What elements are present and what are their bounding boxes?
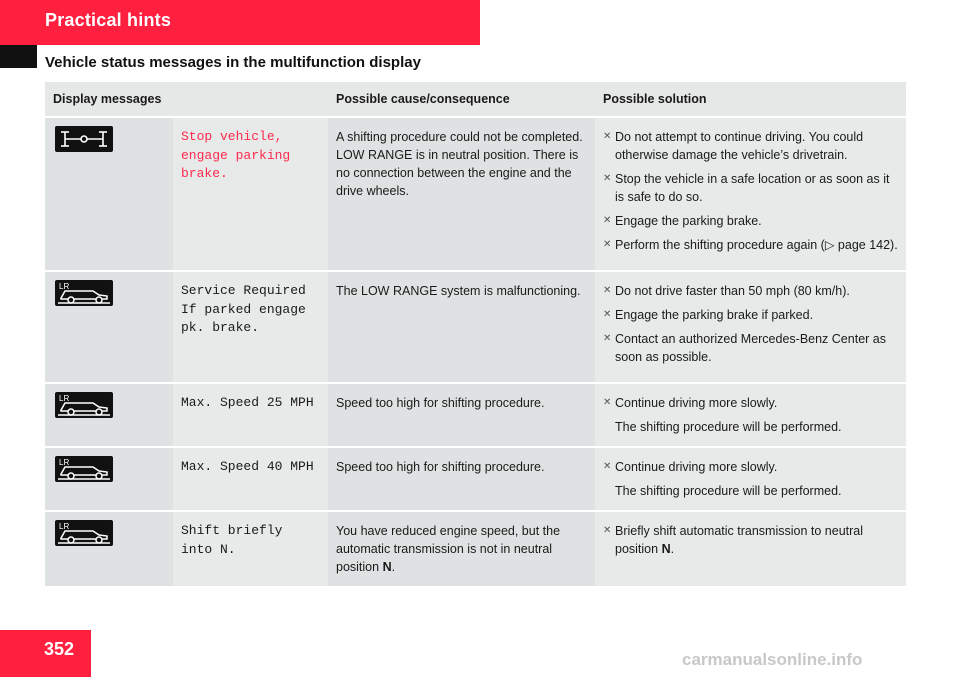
svg-text:LR: LR bbox=[59, 522, 70, 531]
possible-solution bbox=[595, 118, 906, 272]
solution-text: Do not drive faster than 50 mph (80 km/h). bbox=[615, 284, 850, 298]
step-arrow-icon: ✕ bbox=[603, 173, 612, 184]
solution-list bbox=[603, 522, 898, 558]
solution-list bbox=[603, 128, 898, 254]
solution-item bbox=[603, 458, 898, 476]
step-arrow-icon: ✕ bbox=[603, 239, 612, 250]
header-possible-solution: Possible solution bbox=[595, 82, 906, 118]
display-icon-cell bbox=[45, 272, 173, 384]
low-range-vehicle-icon bbox=[55, 520, 113, 546]
low-range-vehicle-icon bbox=[55, 392, 113, 418]
possible-solution bbox=[595, 448, 906, 512]
table-header-row bbox=[45, 82, 906, 118]
solution-list bbox=[603, 282, 898, 366]
display-message: Shift briefly into N. bbox=[173, 512, 328, 588]
solution-list bbox=[603, 394, 898, 412]
solution-text: Stop the vehicle in a safe location or as soon as it is safe to do so. bbox=[615, 172, 890, 204]
solution-item bbox=[603, 128, 898, 164]
solution-note: The shifting procedure will be performed. bbox=[615, 420, 842, 434]
status-messages-table bbox=[45, 82, 906, 588]
step-arrow-icon: ✕ bbox=[603, 131, 612, 142]
solution-text: Continue driving more slowly. bbox=[615, 460, 778, 474]
display-message: Service Required If parked engage pk. brake. bbox=[173, 272, 328, 384]
solution-text: Engage the parking brake. bbox=[615, 214, 762, 228]
step-arrow-icon: ✕ bbox=[603, 461, 612, 472]
step-arrow-icon: ✕ bbox=[603, 285, 612, 296]
solution-item bbox=[603, 306, 898, 324]
solution-list bbox=[603, 458, 898, 476]
solution-text: Engage the parking brake if parked. bbox=[615, 308, 814, 322]
possible-cause: You have reduced engine speed, but the automatic transmission is not in neutral position N. bbox=[328, 512, 595, 588]
display-message: Stop vehicle, engage parking brake. bbox=[173, 118, 328, 272]
header-possible-cause: Possible cause/consequence bbox=[328, 82, 595, 118]
page-subtitle: Vehicle status messages in the multifunction display bbox=[45, 54, 421, 71]
table-row bbox=[45, 512, 906, 588]
display-icon-cell bbox=[45, 118, 173, 272]
solution-item bbox=[603, 170, 898, 206]
watermark: carmanualsonline.info bbox=[682, 650, 863, 669]
solution-item bbox=[603, 522, 898, 558]
solution-item bbox=[603, 236, 898, 254]
low-range-vehicle-icon bbox=[55, 280, 113, 306]
possible-cause: The LOW RANGE system is malfunctioning. bbox=[328, 272, 595, 384]
step-arrow-icon: ✕ bbox=[603, 397, 612, 408]
solution-item bbox=[603, 394, 898, 412]
step-arrow-icon: ✕ bbox=[603, 525, 612, 536]
black-tab bbox=[0, 45, 37, 68]
solution-item bbox=[603, 212, 898, 230]
svg-text:LR: LR bbox=[59, 394, 70, 403]
header-display-messages: Display messages bbox=[45, 82, 328, 118]
solution-note: The shifting procedure will be performed. bbox=[615, 484, 842, 498]
table-row bbox=[45, 118, 906, 272]
possible-cause: A shifting procedure could not be completed. LOW RANGE is in neutral position. There is no connection between the engine and the drive wheels. bbox=[328, 118, 595, 272]
display-message: Max. Speed 25 MPH bbox=[173, 384, 328, 448]
page-number: 352 bbox=[44, 639, 75, 659]
solution-text: Briefly shift automatic transmission to neutral position N. bbox=[615, 524, 864, 556]
solution-text: Do not attempt to continue driving. You could otherwise damage the vehicle’s drivetrain. bbox=[615, 130, 864, 162]
solution-item bbox=[603, 282, 898, 300]
possible-solution bbox=[595, 384, 906, 448]
section-title: Practical hints bbox=[45, 10, 172, 30]
possible-solution bbox=[595, 272, 906, 384]
solution-text: Contact an authorized Mercedes-Benz Center as soon as possible. bbox=[615, 332, 886, 364]
step-arrow-icon: ✕ bbox=[603, 309, 612, 320]
solution-text: Continue driving more slowly. bbox=[615, 396, 778, 410]
svg-text:LR: LR bbox=[59, 458, 70, 467]
svg-text:LR: LR bbox=[59, 282, 70, 291]
low-range-vehicle-icon bbox=[55, 456, 113, 482]
table-row bbox=[45, 384, 906, 448]
step-arrow-icon: ✕ bbox=[603, 333, 612, 344]
page-number-box bbox=[0, 630, 91, 677]
display-icon-cell bbox=[45, 448, 173, 512]
step-arrow-icon: ✕ bbox=[603, 215, 612, 226]
header-bar bbox=[0, 0, 480, 45]
possible-solution bbox=[595, 512, 906, 588]
display-message: Max. Speed 40 MPH bbox=[173, 448, 328, 512]
display-icon-cell bbox=[45, 384, 173, 448]
transfer-case-icon bbox=[55, 126, 113, 152]
possible-cause: Speed too high for shifting procedure. bbox=[328, 448, 595, 512]
table-row bbox=[45, 272, 906, 384]
solution-text: Perform the shifting procedure again (▷ page 142). bbox=[615, 238, 898, 252]
display-icon-cell bbox=[45, 512, 173, 588]
solution-item bbox=[603, 330, 898, 366]
possible-cause: Speed too high for shifting procedure. bbox=[328, 384, 595, 448]
table-row bbox=[45, 448, 906, 512]
